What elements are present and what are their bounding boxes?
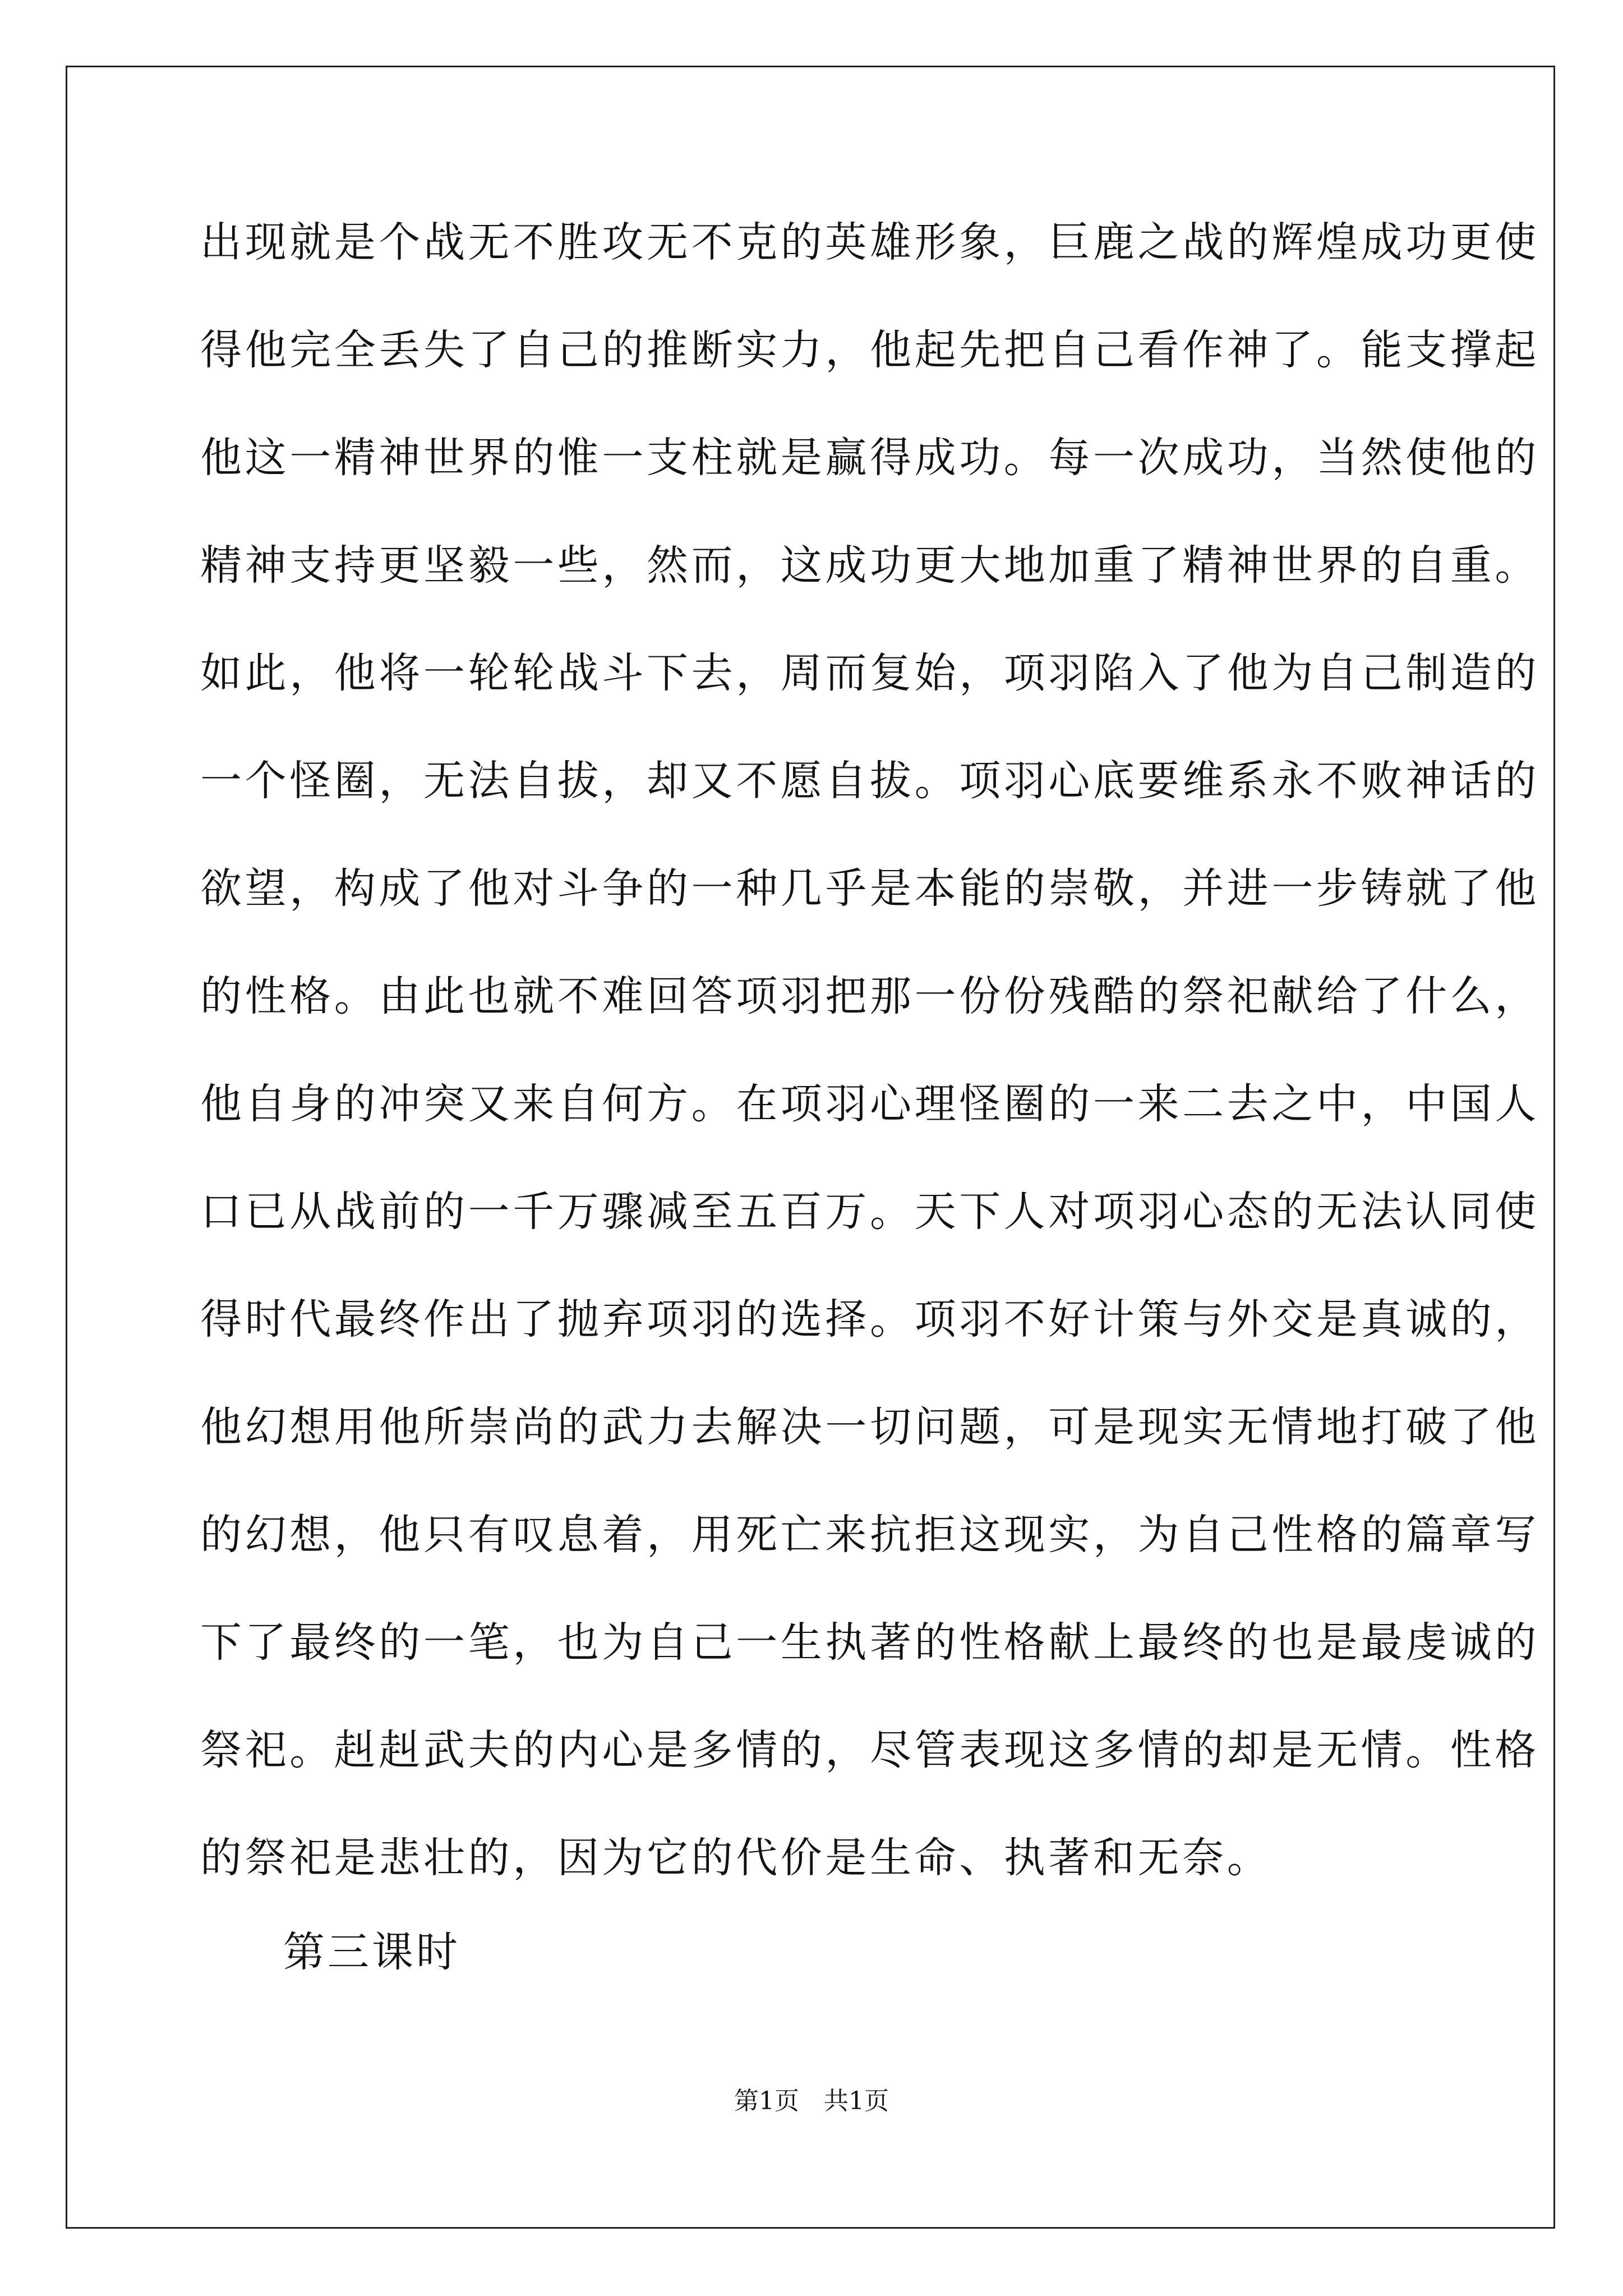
text-line: 他幻想用他所崇尚的武力去解决一切问题，可是现实无情地打破了他 xyxy=(200,1403,1539,1451)
page-footer: 第1页 共1页 xyxy=(734,2087,889,2115)
text-line: 下了最终的一笔，也为自己一生执著的性格献上最终的也是最虔诚的 xyxy=(200,1618,1539,1667)
text-line: 出现就是个战无不胜攻无不克的英雄形象，巨鹿之战的辉煌成功更使 xyxy=(200,218,1539,266)
body-text xyxy=(200,213,1539,1936)
text-line: 的幻想，他只有叹息着，用死亡来抗拒这现实，为自己性格的篇章写 xyxy=(200,1511,1539,1559)
text-line: 他自身的冲突又来自何方。在项羽心理怪圈的一来二去之中，中国人 xyxy=(200,1080,1539,1128)
text-line: 如此，他将一轮轮战斗下去，周而复始，项羽陷入了他为自己制造的 xyxy=(200,649,1539,697)
text-line: 口已从战前的一千万骤减至五百万。天下人对项羽心态的无法认同使 xyxy=(200,1188,1539,1236)
text-line: 欲望，构成了他对斗争的一种几乎是本能的崇敬，并进一步铸就了他 xyxy=(200,864,1539,913)
text-line: 得时代最终作出了抛弃项羽的选择。项羽不好计策与外交是真诚的， xyxy=(200,1295,1539,1343)
text-line: 精神支持更坚毅一些，然而，这成功更大地加重了精神世界的自重。 xyxy=(200,541,1539,590)
text-line: 的祭祀是悲壮的，因为它的代价是生命、执著和无奈。 xyxy=(200,1834,1272,1882)
text-line: 祭祀。赳赳武夫的内心是多情的，尽管表现这多情的却是无情。性格 xyxy=(200,1726,1539,1774)
text-line: 得他完全丢失了自己的推断实力，他起先把自己看作神了。能支撑起 xyxy=(200,326,1539,374)
text-line: 一个怪圈，无法自拔，却又不愿自拔。项羽心底要维系永不败神话的 xyxy=(200,757,1539,805)
text-line: 的性格。由此也就不难回答项羽把那一份份残酷的祭祀献给了什么， xyxy=(200,972,1539,1020)
text-line: 他这一精神世界的惟一支柱就是赢得成功。每一次成功，当然使他的 xyxy=(200,434,1539,482)
section-heading: 第三课时 xyxy=(283,1928,460,1976)
